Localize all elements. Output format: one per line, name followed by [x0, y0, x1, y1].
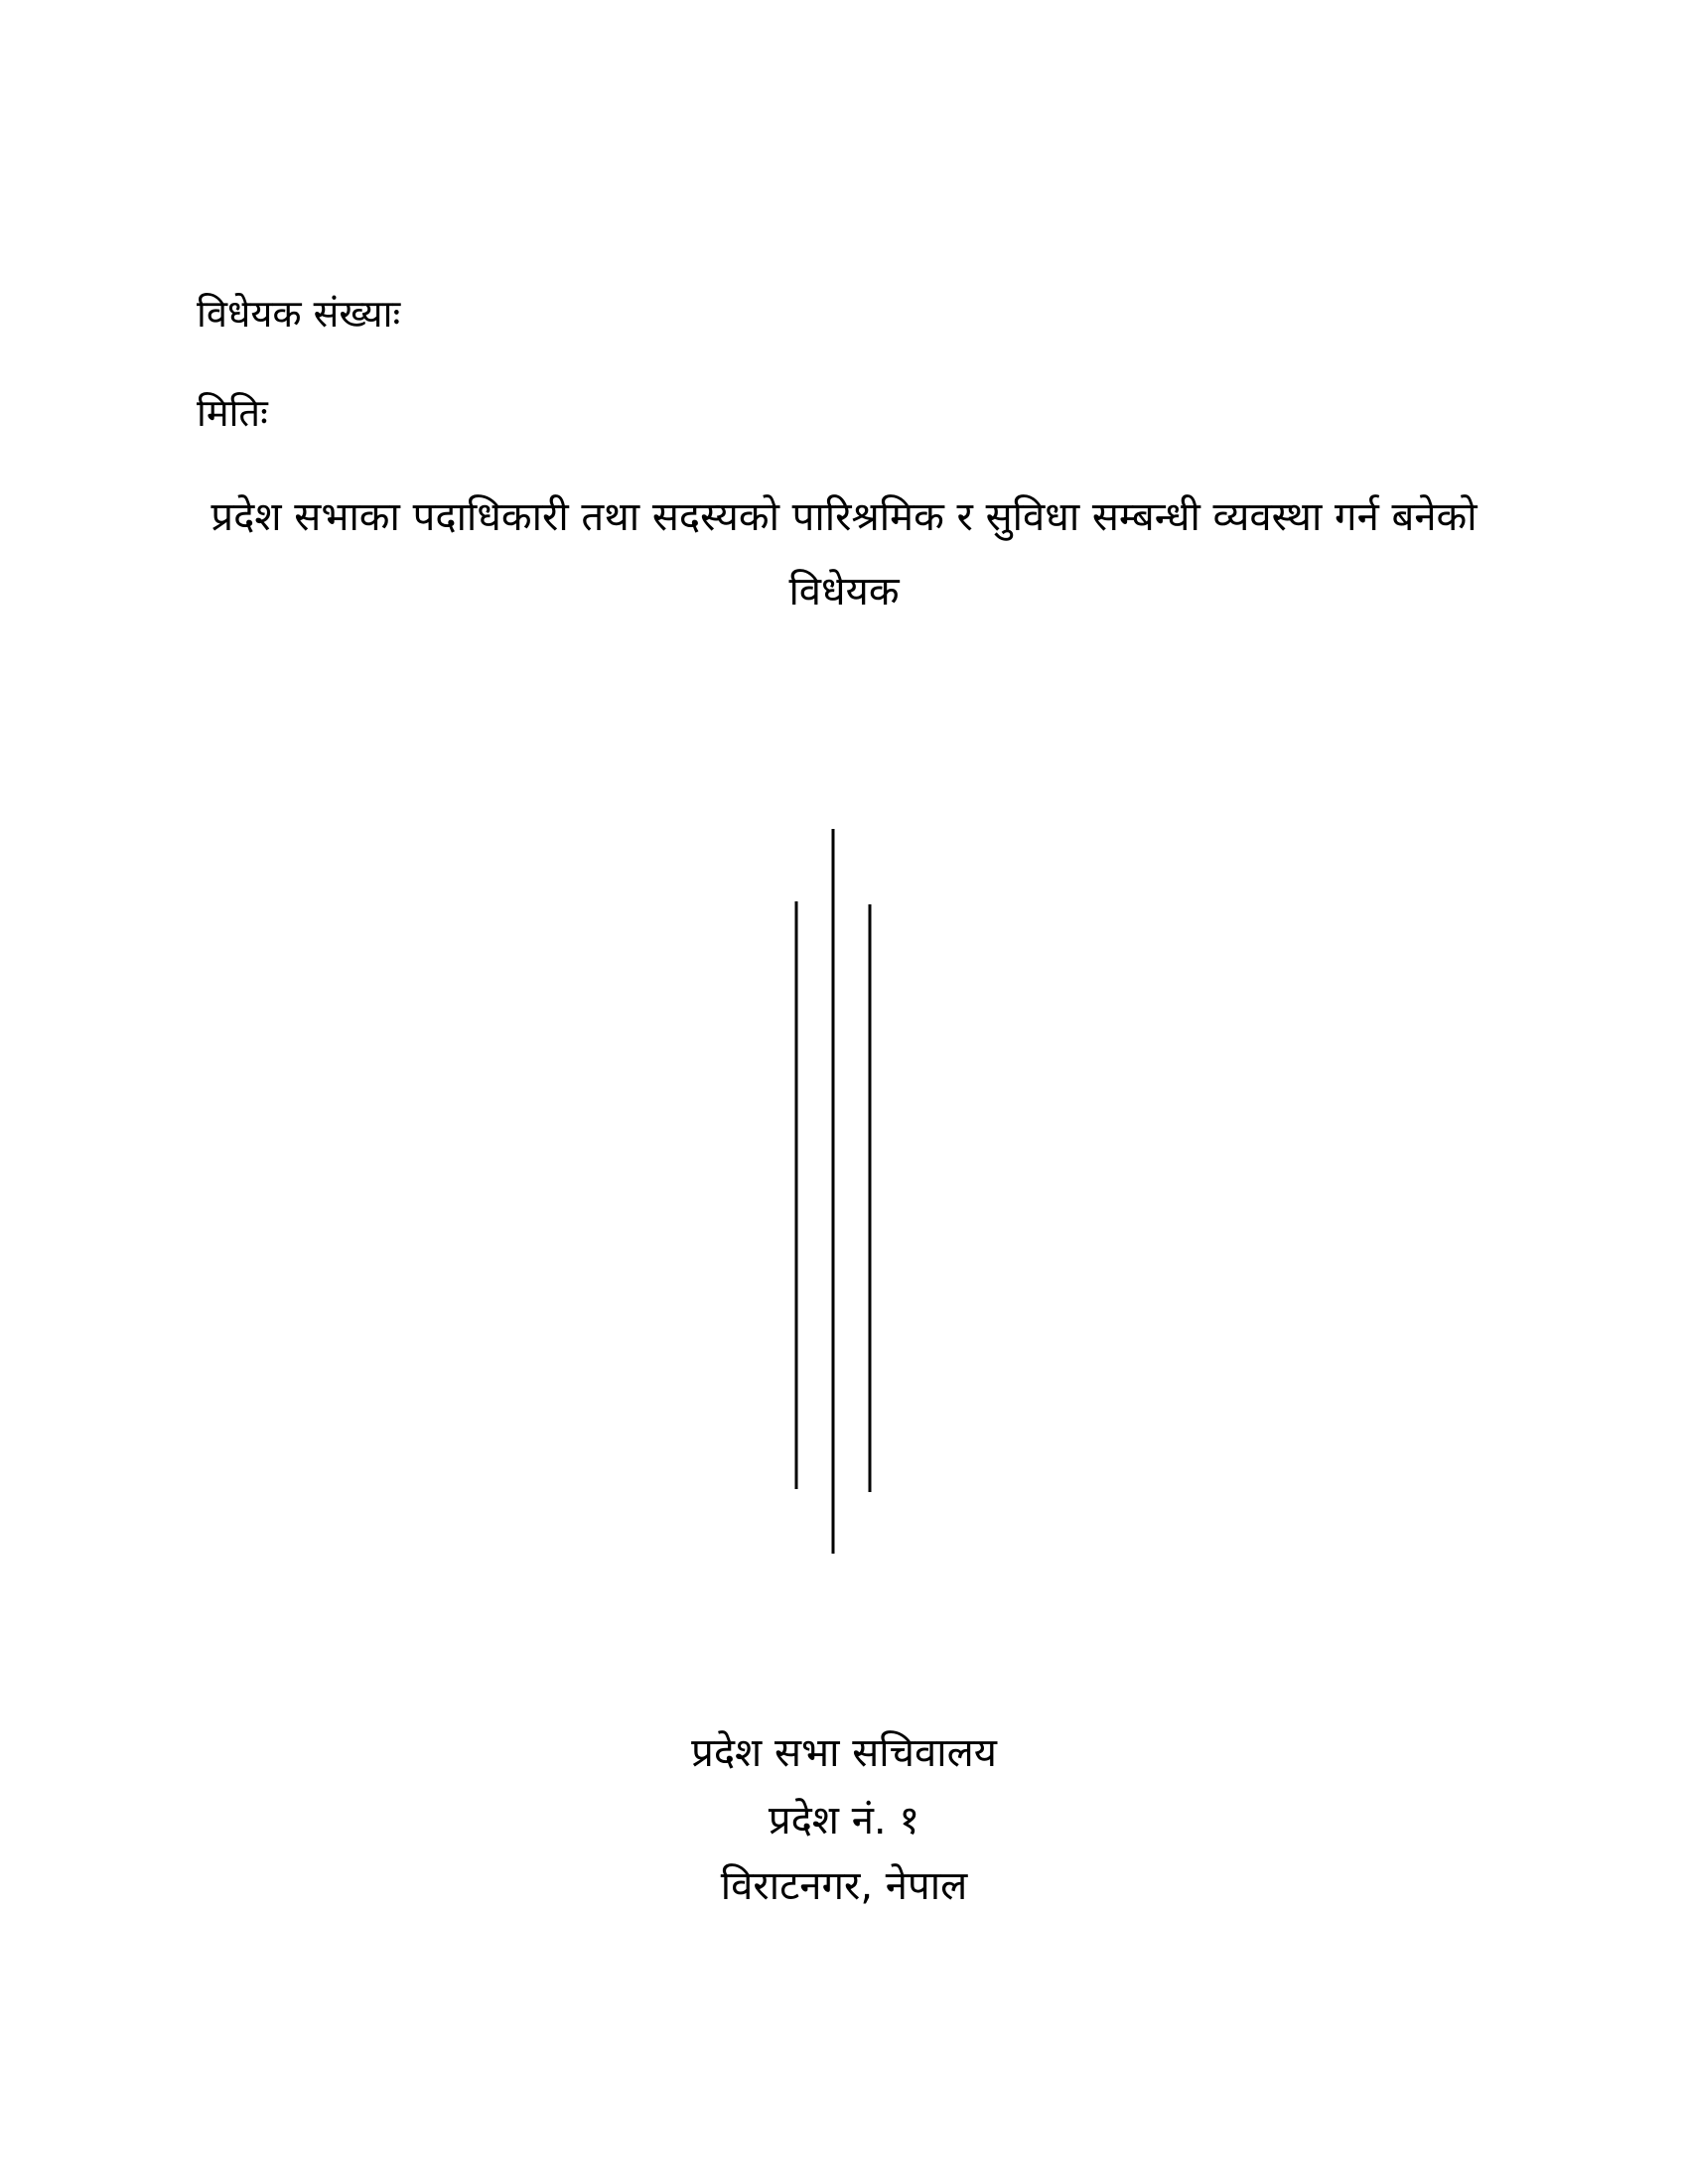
bill-title-line-1: प्रदेश सभाका पदाधिकारी तथा सदस्यको पारिश्रमिक र सुविधा सम्बन्धी व्यवस्था गर्न बनेको — [211, 494, 1477, 540]
province-number: प्रदेश नं. १ — [768, 1798, 920, 1843]
bill-number-label: विधेयक संख्याः — [197, 292, 401, 336]
bill-title-line-2: विधेयक — [788, 569, 900, 614]
date-label: मितिः — [197, 391, 268, 435]
secretariat-name: प्रदेश सभा सचिवालय — [691, 1730, 997, 1776]
vertical-lines-ornament — [784, 829, 884, 1564]
location: विराटनगर, नेपाल — [720, 1863, 968, 1909]
